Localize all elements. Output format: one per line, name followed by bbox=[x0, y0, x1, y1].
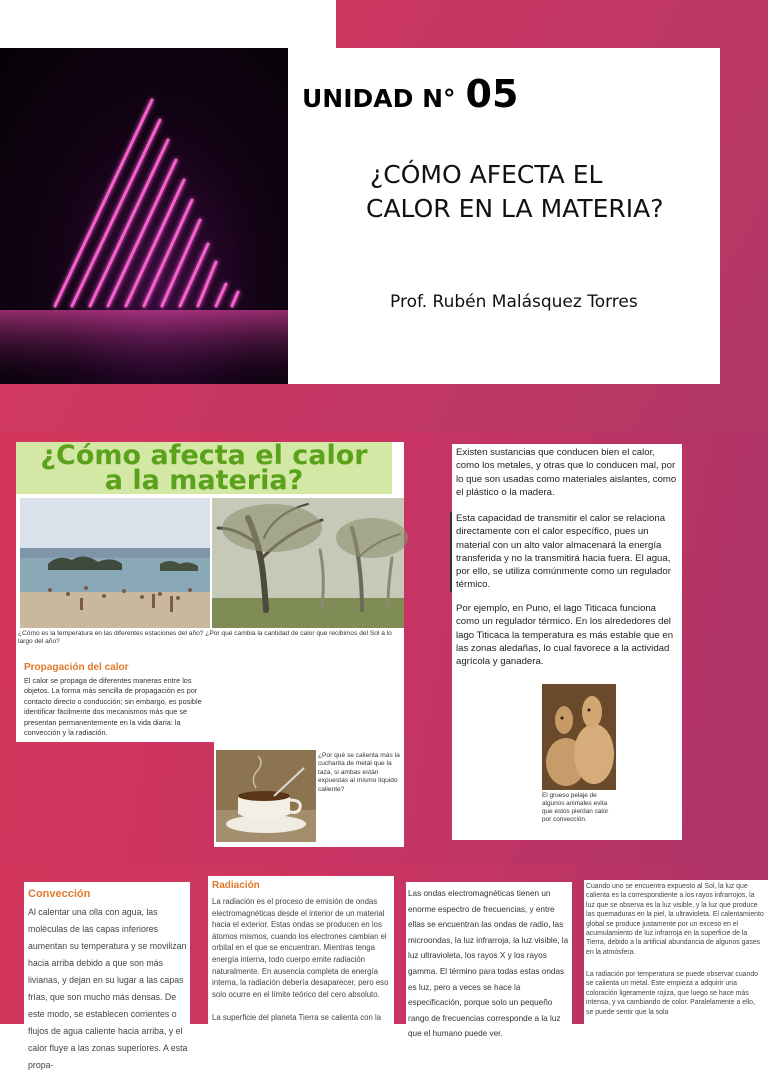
cup-caption: ¿Por qué se calienta más la cucharita de metal que la taza, si ambas están expuestas al mismo líquido caliente? bbox=[318, 752, 400, 793]
page-left-bottom bbox=[214, 652, 404, 847]
title-line-1: ¿CÓMO AFECTA EL bbox=[370, 160, 603, 189]
slide-title-text bbox=[366, 158, 726, 226]
page-title bbox=[16, 442, 392, 494]
unit-label: UNIDAD N° bbox=[302, 84, 456, 113]
propagacion-heading: Propagación del calor bbox=[24, 662, 129, 673]
right-paragraph-2: Esta capacidad de transmitir el calor se relaciona directamente con el calor específico, pues un material con un alto valor almacenará la energía transferida y no la transmitirá hacia fuera. El agua, por ello, se utiliza comúnmente como un regulador térmico. bbox=[450, 512, 674, 592]
conveccion-column bbox=[24, 882, 190, 1070]
photos-caption: ¿Cómo es la temperatura en las diferentes estaciones del año? ¿Por qué cambia la cantidad de calor que recibimos del Sol a lo largo del año? bbox=[18, 630, 392, 645]
sol-text-2: La radiación por temperatura se puede observar cuando se calienta un metal. Este empieza a adquirir una coloración ligeramente rojiza, que luego se hace más intensa, y va cambiando de color. Paralelamente a ello, se puede sentir que la sola bbox=[586, 971, 758, 1016]
sol-text: Cuando uno se encuentra expuesto al Sol, la luz que calienta es la correspondiente a los rayos infrarrojos, la luz que se observa es la luz visible, y la luz que produce las quemaduras en la piel, la ultravioleta. El calentamiento global se produce justamente por un exceso en el acumulamiento de luz infrarroja en la superficie de la Tierra, debido a la artificial abundancia de algunos gases en la atmósfera. bbox=[586, 883, 764, 956]
white-corner bbox=[0, 0, 336, 48]
page-right bbox=[452, 444, 682, 840]
radiacion-heading: Radiación bbox=[212, 880, 260, 891]
radiacion-text: La radiación es el proceso de emisión de ondas electromagnéticas desde el interior de un material hacia el exterior. Estas ondas se producen en los átomos mismos, cuando los electrones cambian el orbital en el que se encuentran. Mientras tenga energía interna, todo cuerpo emite radiación naturalmente. En ausencia completa de energía interna, la radiación debería desaparecer, pero eso solo ocurre en el límite teórico del cero absoluto. bbox=[212, 897, 389, 999]
title-line-2: CALOR EN LA MATERIA? bbox=[366, 194, 664, 223]
foggy-trees-photo bbox=[212, 498, 404, 628]
unit-number: 05 bbox=[465, 72, 519, 116]
conveccion-text: Al calentar una olla con agua, las moléculas de las capas inferiores aumentan su temperatura y se movilizan hacia arriba debido a que son más livianas, y dejan en su lugar a las capas frías, que son mucho más densas. De este modo, se establecen corrientes o flujos de agua caliente hacia arriba, y el calor fluye a las zonas superiores. A esta propa- bbox=[28, 907, 188, 1070]
page-title-line-1: ¿Cómo afecta el calor bbox=[40, 440, 368, 471]
propagacion-text: El calor se propaga de diferentes maneras entre los objetos. La forma más sencilla de propagación es por contacto directo o conducción; sin embargo, es posible identificar fácilmente dos mecanismos más que se presentan permanentemente en la vida diaria: la convección y la radiación. bbox=[24, 676, 202, 738]
ondas-column bbox=[406, 882, 572, 1039]
slide-textbook-columns bbox=[0, 864, 768, 1070]
unit-heading bbox=[302, 72, 518, 116]
conveccion-heading: Convección bbox=[28, 888, 91, 900]
neon-triangle-image bbox=[0, 48, 288, 384]
slide-title bbox=[0, 0, 768, 432]
radiacion-column bbox=[208, 876, 394, 1024]
ondas-text: Las ondas electromagnéticas tienen un enorme espectro de frecuencias, y entre ellas se encuentran las ondas de radio, las microondas, la luz infrarroja, la luz visible, la luz ultravioleta, los rayos X y los rayos gamma. El término para todas estas ondas es luz, pero a veces se hace la especificación, porque solo un pequeño rango de frecuencias corresponde a la luz que el humano puede ver. bbox=[408, 889, 569, 1039]
right-paragraph-1: Existen sustancias que conducen bien el calor, como los metales, y otras que lo conducen mal, por lo que son usadas como materiales aislantes, como el plástico o la madera. bbox=[456, 447, 677, 498]
neon-triangle-art bbox=[0, 48, 288, 384]
coffee-cup-photo bbox=[216, 750, 316, 842]
right-paragraph-3: Por ejemplo, en Puno, el lago Titicaca funciona como un regulador térmico. En los alrededores del lago Titicaca la temperatura es más estable que en las zonas aledañas, lo cual favorece a la actividad agrícola y ganadera. bbox=[456, 603, 674, 668]
radiacion-text-2: La superficie del planeta Tierra se calienta con la bbox=[212, 1013, 382, 1022]
sol-column bbox=[584, 880, 778, 1024]
alpaca-photo bbox=[542, 684, 616, 790]
slide-textbook-page bbox=[0, 432, 768, 864]
alpaca-caption: El grueso pelaje de algunos animales evita que estos pierdan calor por convección. bbox=[542, 792, 609, 823]
author-name: Prof. Rubén Malásquez Torres bbox=[390, 292, 638, 312]
beach-photo bbox=[20, 498, 210, 628]
page-title-line-2: a la materia? bbox=[104, 465, 304, 496]
